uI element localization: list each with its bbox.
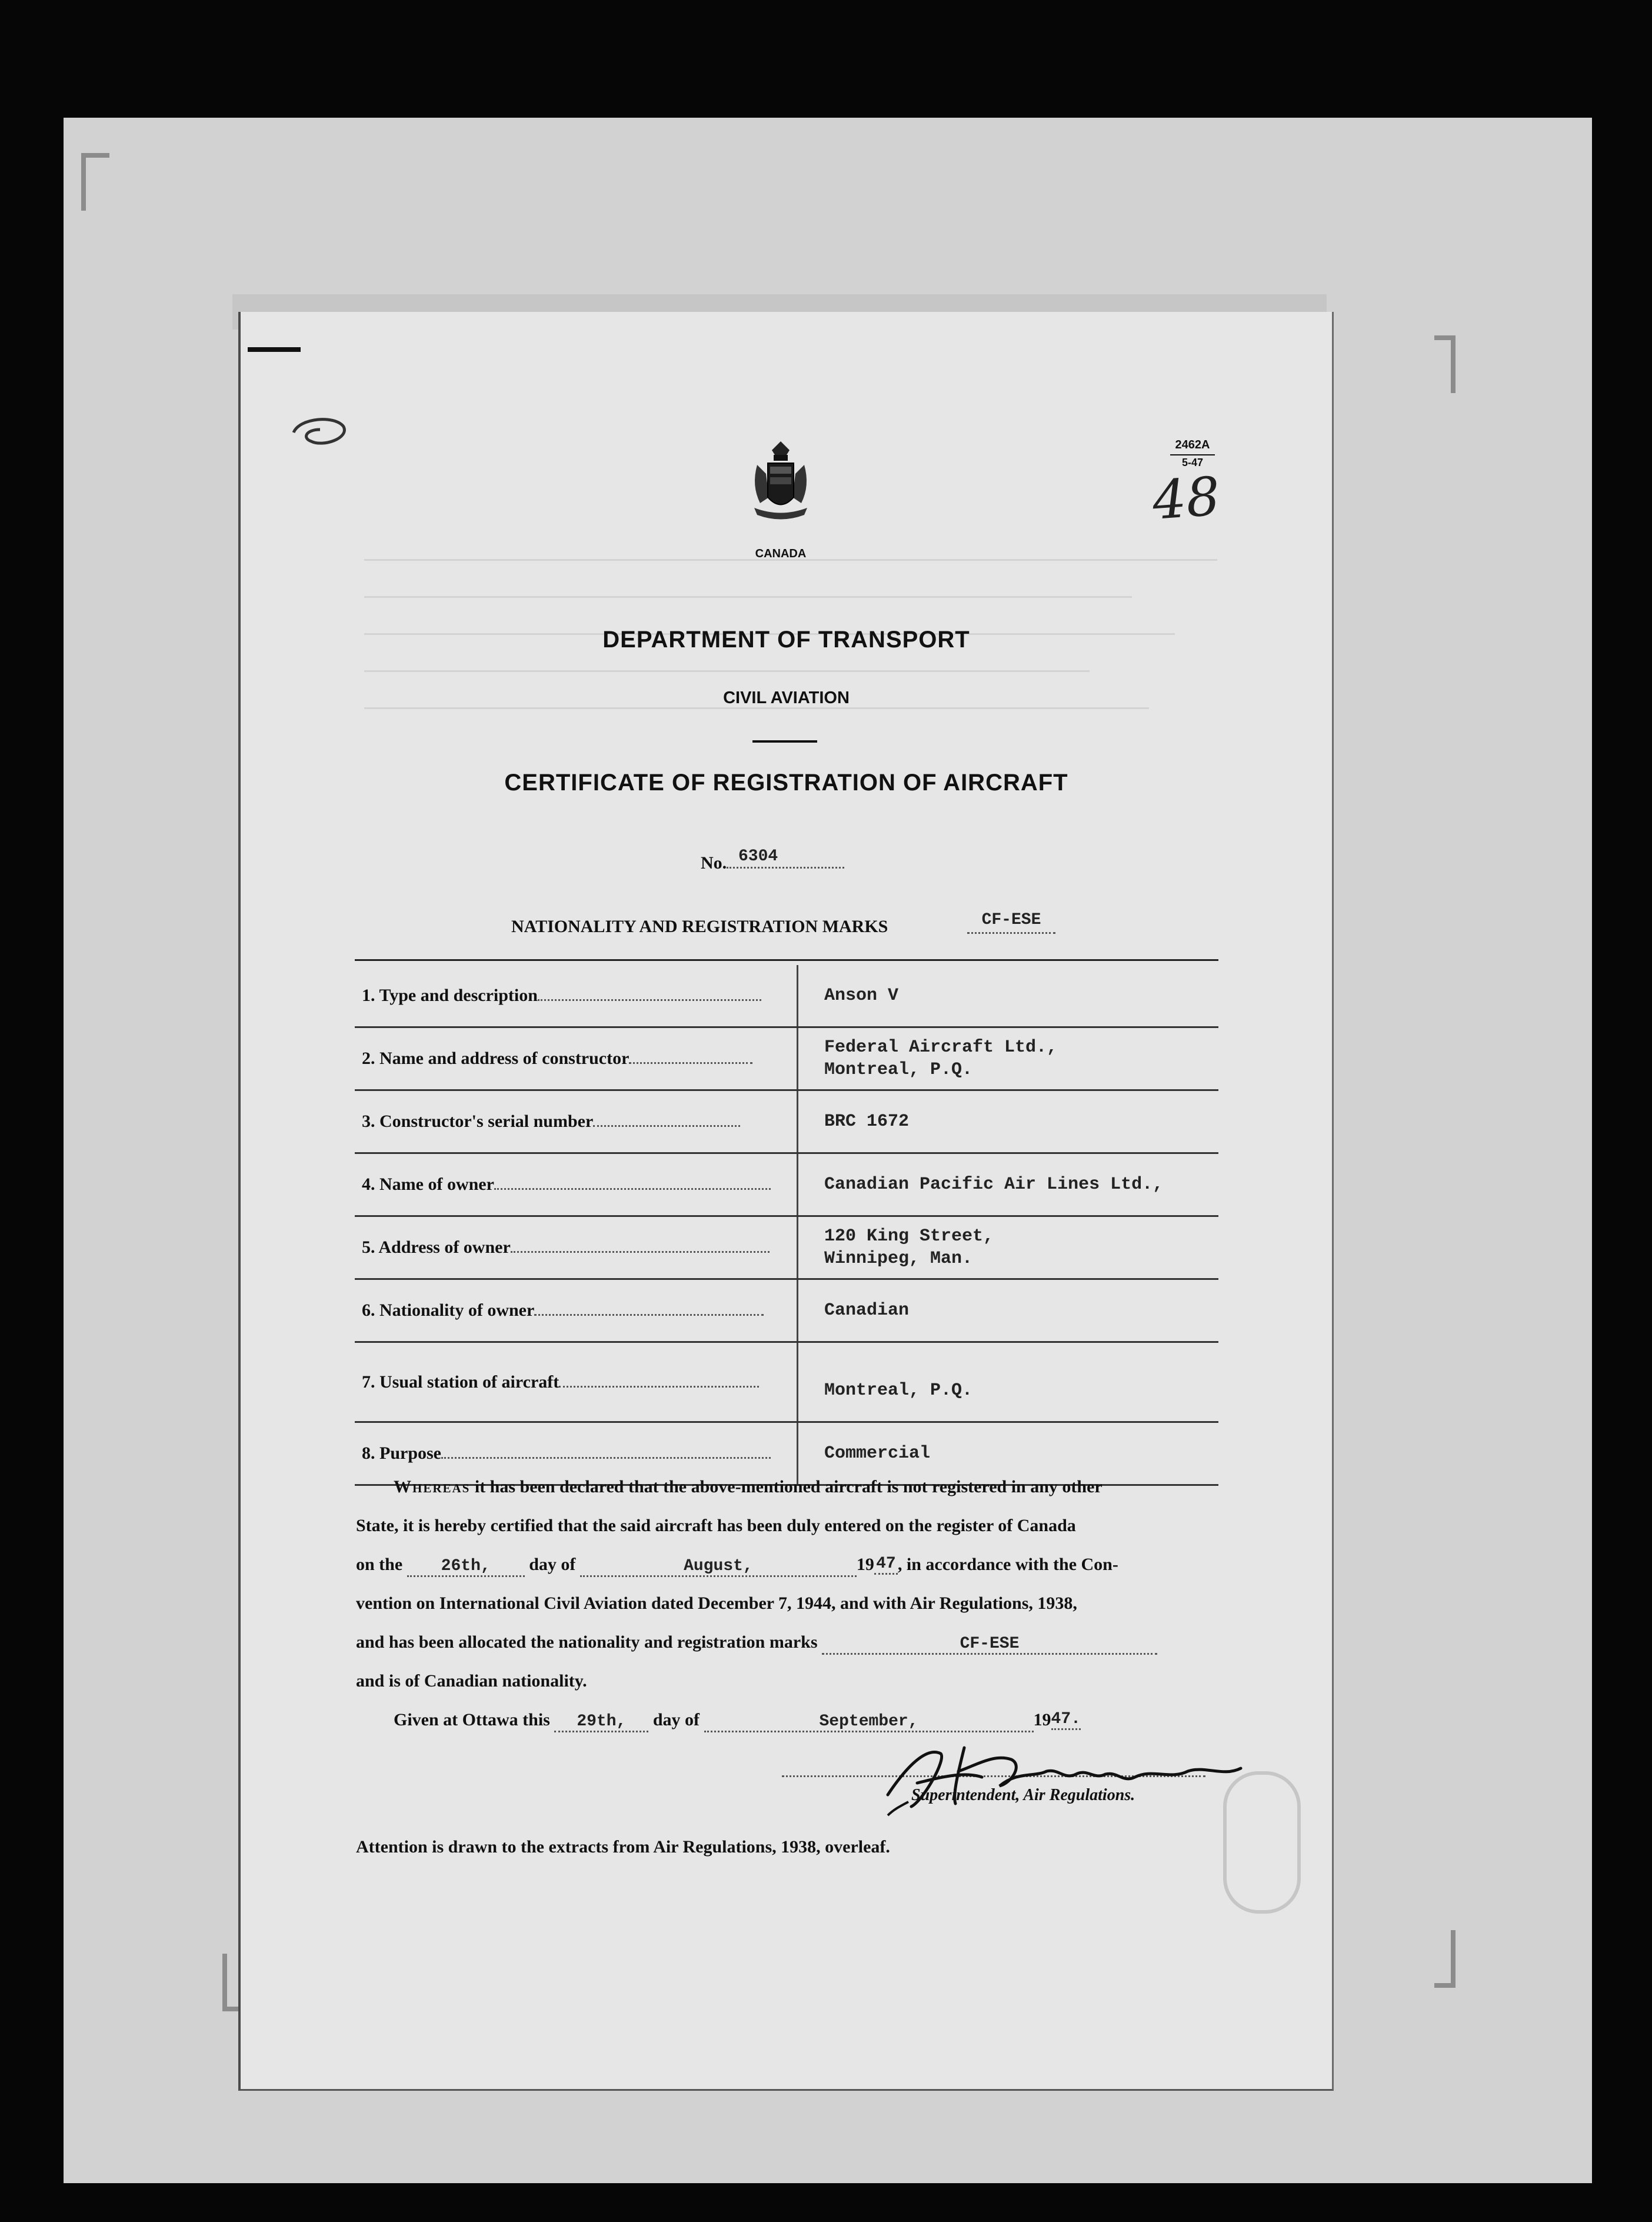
field-value: Commercial: [824, 1443, 931, 1463]
table-top-rule: [355, 959, 1218, 961]
given-line: [394, 1710, 1081, 1732]
field-value: Canadian Pacific Air Lines Ltd.,: [824, 1175, 1164, 1195]
ink-dash: [248, 347, 301, 352]
declaration-line-1: [394, 1477, 1103, 1497]
form-date: 5-47: [1181, 457, 1204, 468]
table-row: [355, 1027, 1218, 1090]
table-row: [355, 1279, 1218, 1342]
field-value: Anson V: [824, 986, 899, 1006]
crop-mark-top-left: [81, 153, 109, 211]
given-year: 47.: [1051, 1710, 1081, 1730]
registration-table: [355, 965, 1218, 1486]
table-row: [355, 1342, 1218, 1422]
form-number-rule: [1170, 454, 1215, 455]
given-year-prefix: 19: [1033, 1710, 1051, 1729]
scribble-icon: [288, 412, 352, 453]
field-value: BRC 1672: [824, 1112, 910, 1132]
certificate-no-value: 6304: [727, 847, 844, 869]
field-label: 3. Constructor's serial number: [362, 1112, 594, 1131]
heading-rule: [752, 740, 817, 743]
table-row: [355, 1090, 1218, 1153]
crop-mark-top-right: [1434, 335, 1456, 393]
declaration-marks-text: and has been allocated the nationality and registration marks: [356, 1632, 818, 1652]
field-label: 5. Address of owner: [362, 1238, 511, 1257]
certificate-page: [238, 312, 1334, 2091]
declaration-line-4: vention on International Civil Aviation dated December 7, 1944, and with Air Regulations, 1938,: [356, 1594, 1077, 1613]
declaration-line-2: State, it is hereby certified that the said aircraft has been duly entered on the register of Canada: [356, 1516, 1076, 1535]
certificate-no-label: No.: [701, 853, 727, 873]
given-day-of: day of: [652, 1710, 700, 1729]
field-label: 6. Nationality of owner: [362, 1300, 535, 1320]
field-value: Montreal, P.Q.: [824, 1381, 973, 1401]
field-value: Federal Aircraft Ltd.,: [824, 1037, 1058, 1057]
declaration-continuation: , in accordance with the Con-: [897, 1555, 1118, 1574]
field-value: 120 King Street,: [824, 1226, 994, 1246]
canada-crest-icon: [745, 438, 816, 538]
given-month: September,: [704, 1712, 1034, 1732]
declaration-line-3: [356, 1555, 1118, 1577]
table-row: [355, 1153, 1218, 1216]
marks-value: CF-ESE: [967, 911, 1055, 934]
field-label: 1. Type and description: [362, 986, 538, 1005]
signature-title: Superintendent, Air Regulations.: [911, 1786, 1135, 1804]
department-heading: DEPARTMENT OF TRANSPORT: [602, 627, 970, 653]
declaration-lead: Whereas: [394, 1477, 471, 1496]
field-label: 7. Usual station of aircraft: [362, 1372, 559, 1392]
declaration-year: 47: [874, 1555, 898, 1575]
declaration-day: 26th,: [407, 1557, 525, 1577]
form-number: 2462A: [1175, 438, 1210, 451]
certificate-title: CERTIFICATE OF REGISTRATION OF AIRCRAFT: [504, 770, 1068, 796]
field-label: 2. Name and address of constructor: [362, 1049, 630, 1068]
declaration-month: August,: [580, 1557, 857, 1577]
field-value: Winnipeg, Man.: [824, 1249, 973, 1269]
field-value: Montreal, P.Q.: [824, 1060, 973, 1080]
signature-icon: [876, 1736, 1264, 1818]
field-label: 8. Purpose: [362, 1443, 441, 1463]
crop-mark-bottom-right: [1434, 1930, 1456, 1988]
given-at-text: Given at Ottawa this: [394, 1710, 550, 1729]
declaration-line-5: [356, 1632, 1157, 1655]
table-row: [355, 1216, 1218, 1279]
footer-note: Attention is drawn to the extracts from Air Regulations, 1938, overleaf.: [356, 1837, 890, 1857]
crest-label: CANADA: [755, 547, 807, 560]
declaration-marks-value: CF-ESE: [822, 1635, 1157, 1655]
declaration-text: it has been declared that the above-mentioned aircraft is not registered in any other: [474, 1477, 1103, 1496]
table-row: [355, 1422, 1218, 1485]
table-row: [355, 965, 1218, 1027]
declaration-year-prefix: 19: [856, 1555, 874, 1574]
declaration-line-6: and is of Canadian nationality.: [356, 1671, 587, 1691]
marks-label: NATIONALITY AND REGISTRATION MARKS: [511, 917, 888, 936]
field-value: Canadian: [824, 1300, 910, 1320]
branch-heading: CIVIL AVIATION: [723, 688, 850, 707]
field-label: 4. Name of owner: [362, 1175, 494, 1194]
declaration-day-of: day of: [529, 1555, 576, 1574]
given-day: 29th,: [554, 1712, 648, 1732]
file-number-handwritten: 48: [1150, 465, 1223, 532]
stamp-mark: [1223, 1771, 1301, 1914]
declaration-on-the: on the: [356, 1555, 403, 1574]
